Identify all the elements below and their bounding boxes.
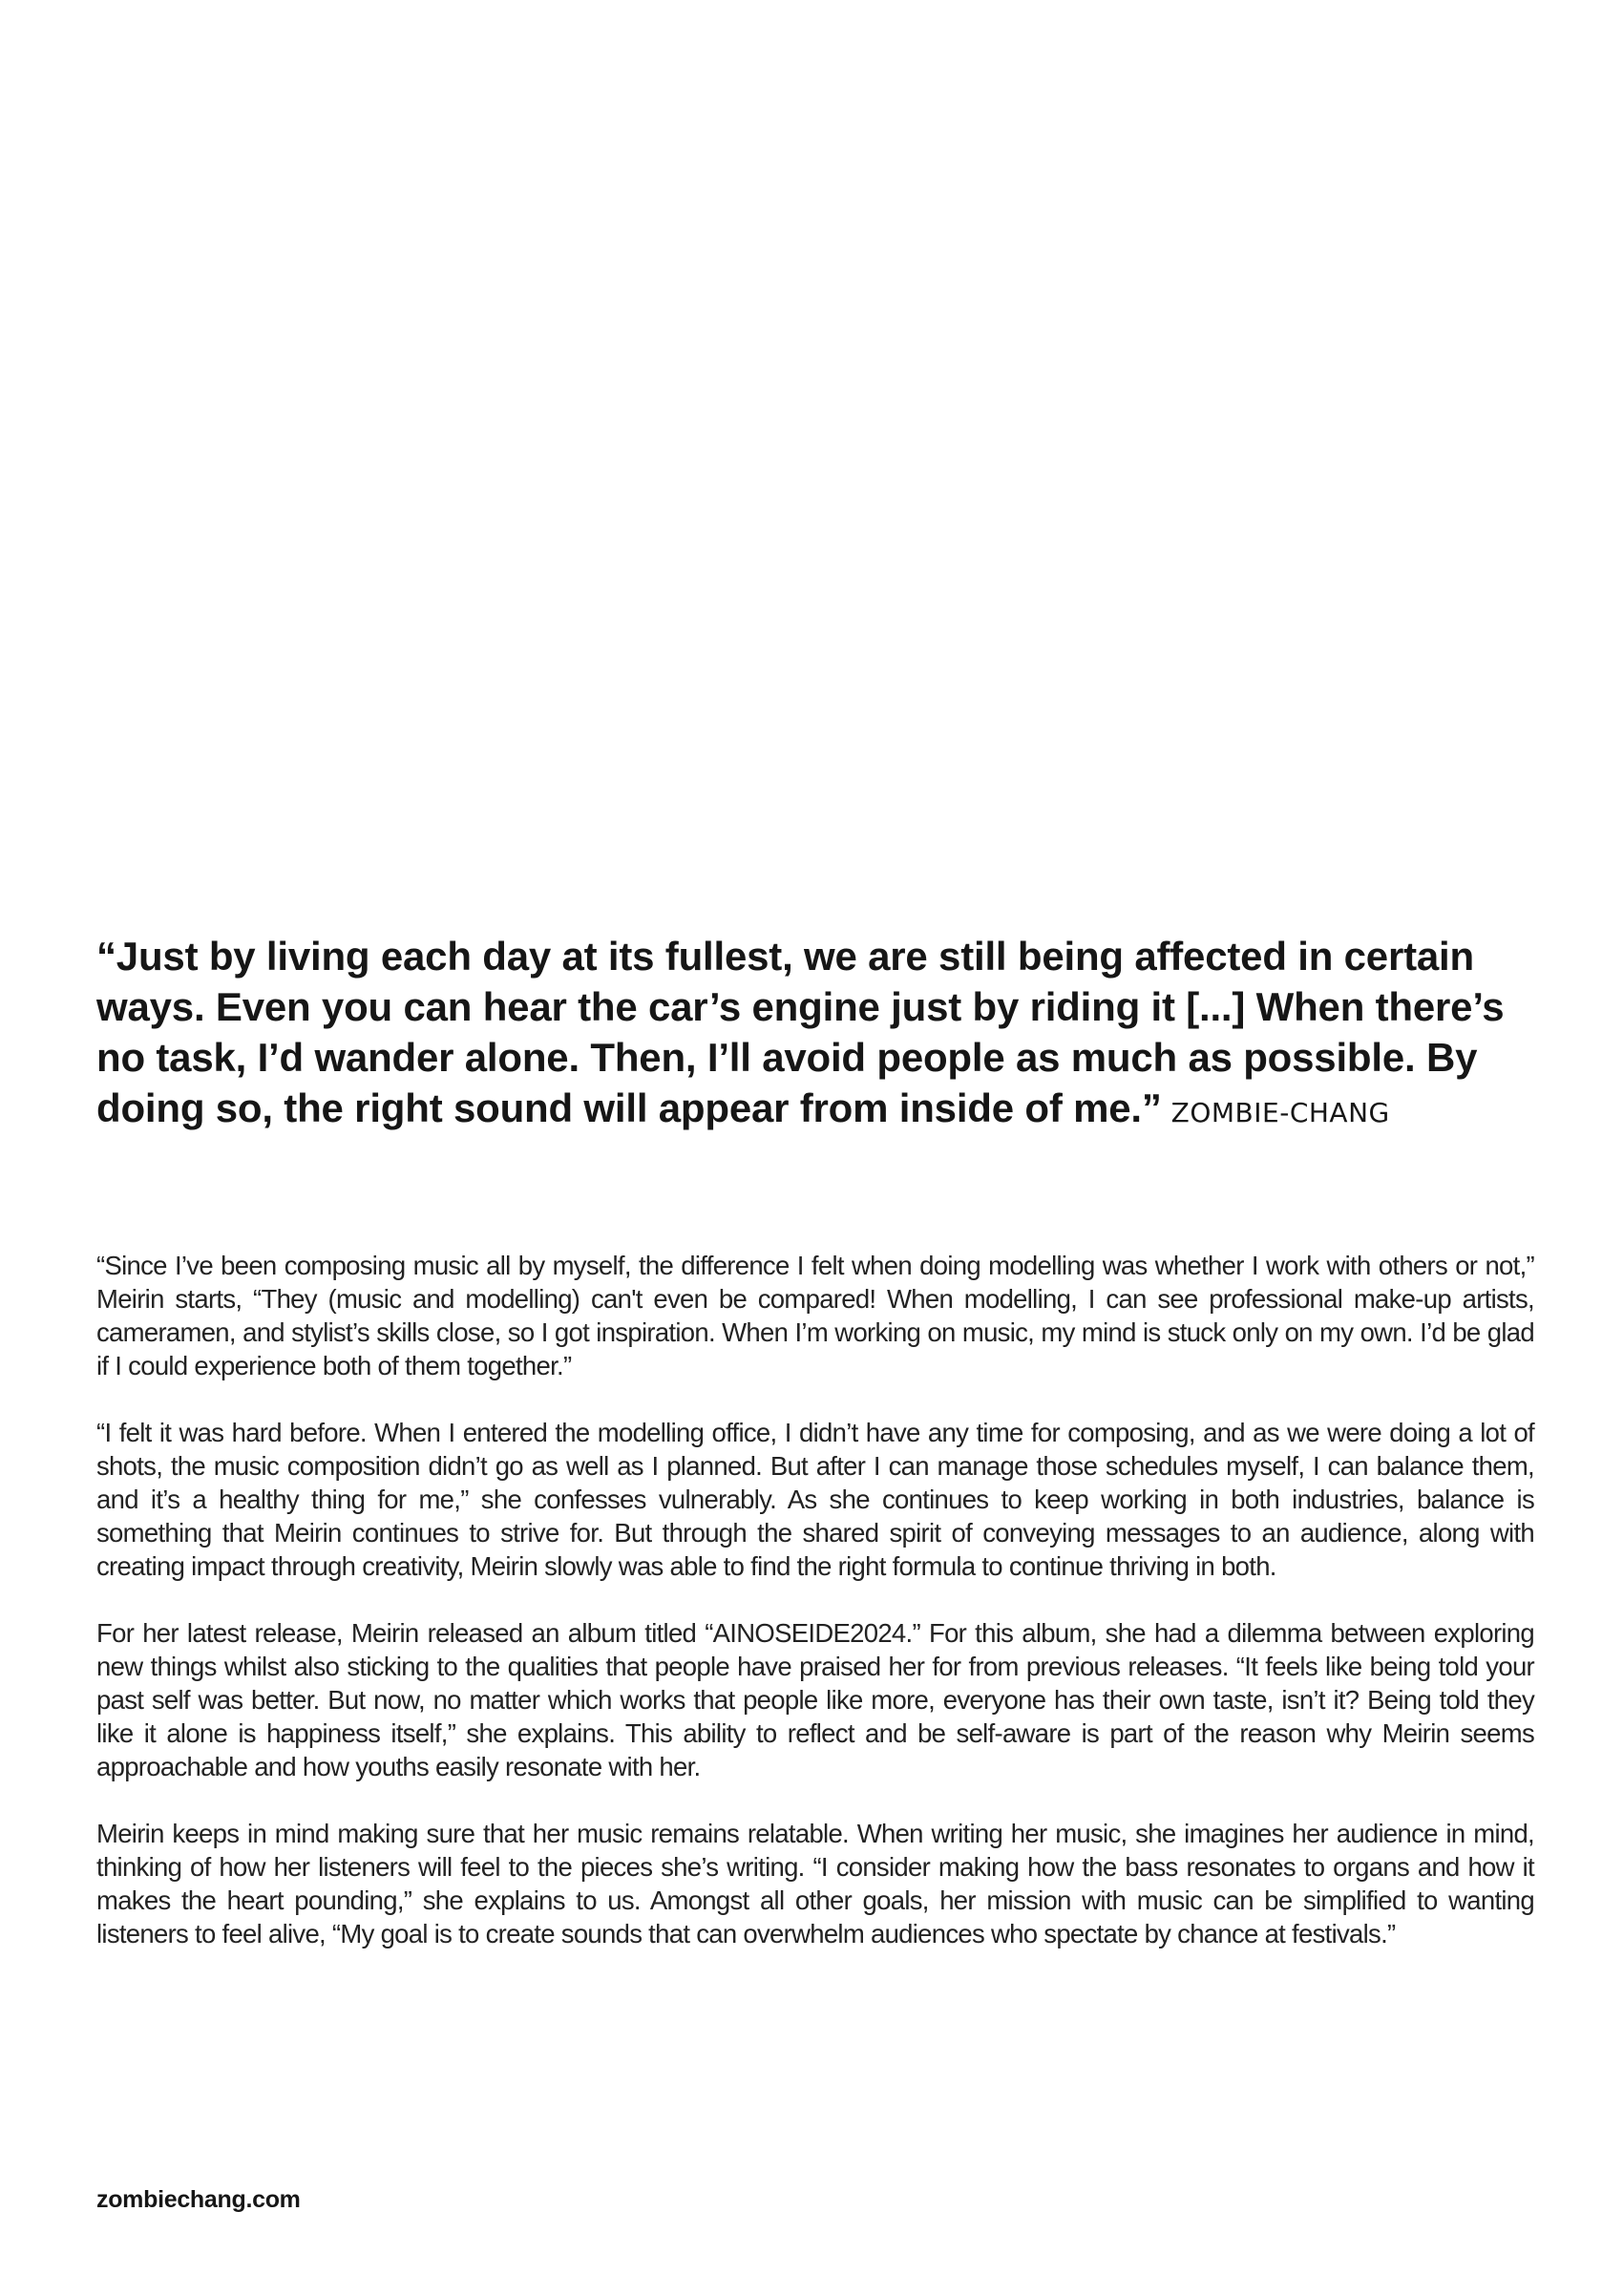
website-link[interactable]: zombiechang.com [96, 2186, 301, 2213]
article-body [96, 1249, 1534, 1984]
pull-quote-text: “Just by living each day at its fullest, we are still being affected in certain ways. Even you can hear the car’s engine just by riding it [...] When there’s no task, I’d wander alone. Then, I’ll avoid people as much as possible. By doing so, the right sound will appear from inside of me.” [96, 934, 1505, 1130]
article-paragraph-4: Meirin keeps in mind making sure that her music remains relatable. When writing her music, she imagines her audience in mind, thinking of how her listeners will feel to the pieces she’s writing. “I consider making how the bass resonates to organs and how it makes the heart pounding,” she explains to us. Amongst all other goals, her mission with music can be simplified to wanting listeners to feel alive, “My goal is to create sounds that can overwhelm audiences who spectate by chance at festivals.” [96, 1819, 1534, 1948]
quote-attribution: ZOMBIE-CHANG [1170, 1097, 1390, 1128]
pull-quote [96, 931, 1548, 1138]
article-paragraph-2: “I felt it was hard before. When I entered the modelling office, I didn’t have any time for composing, and as we were doing a lot of shots, the music composition didn’t go as well as I planned. But after I can manage those schedules myself, I can balance them, and it’s a healthy thing for me,” she confesses vulnerably. As she continues to keep working in both industries, balance is something that Meirin continues to strive for. But through the shared spirit of conveying messages to an audience, along with creating impact through creativity, Meirin slowly was able to find the right formula to continue thriving in both. [96, 1418, 1534, 1581]
article-paragraph-3: For her latest release, Meirin released an album titled “AINOSEIDE2024.” For this album, she had a dilemma between exploring new things whilst also sticking to the qualities that people have praised her for from previous releases. “It feels like being told your past self was better. But now, no matter which works that people like more, everyone has their own taste, isn’t it? Being told they like it alone is happiness itself,” she explains. This ability to reflect and be self-aware is part of the reason why Meirin seems approachable and how youths easily resonate with her. [96, 1618, 1534, 1781]
article-paragraph-1: “Since I’ve been composing music all by myself, the difference I felt when doing modelling was whether I work with others or not,” Meirin starts, “They (music and modelling) can't even be compared! When modelling, I can see professional make-up artists, cameramen, and stylist’s skills close, so I got inspiration. When I’m working on music, my mind is stuck only on my own. I’d be glad if I could experience both of them together.” [96, 1251, 1534, 1380]
